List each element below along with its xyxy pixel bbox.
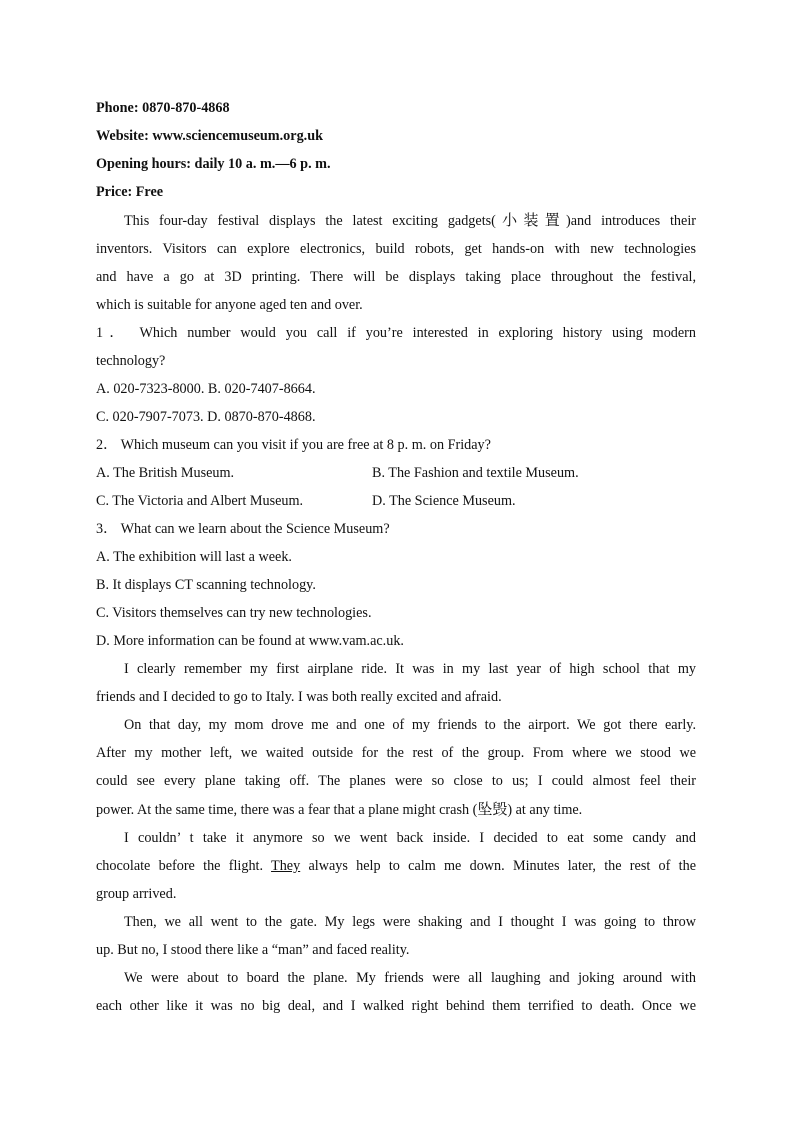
question-2-stem: 2． Which museum can you visit if you are free at 8 p. m. on Friday? (96, 437, 491, 453)
question-3-stem: 3． What can we learn about the Science Museum? (96, 521, 390, 537)
story-p2-line-4 (96, 795, 696, 824)
question-3-option-a: A. The exhibition will last a week. (96, 549, 292, 565)
story-p3-line-3: group arrived. (96, 886, 177, 902)
story-p2-line-3: could see every plane taking off. The planes were so close to us; I could almost feel their (96, 773, 696, 789)
opening-hours-line: Opening hours: daily 10 a. m.—6 p. m. (96, 156, 331, 172)
story-p3-line-2-a: chocolate before the flight. (96, 858, 272, 874)
story-p1-line-1: I clearly remember my first airplane ride. It was in my last year of high school that my (124, 661, 696, 677)
festival-paragraph-line-4: which is suitable for anyone aged ten and over. (96, 297, 363, 313)
question-1-options-cd: C. 020-7907-7073. D. 0870-870-4868. (96, 409, 316, 425)
story-p2-line-1: On that day, my mom drove me and one of my friends to the airport. We got there early. (124, 717, 696, 733)
story-p4-line-1: Then, we all went to the gate. My legs were shaking and I thought I was going to throw (124, 914, 696, 930)
crash-gloss: 坠毁 (477, 800, 508, 818)
question-1-stem-cont: technology? (96, 353, 166, 369)
question-2-option-a: A. The British Museum. (96, 465, 235, 481)
question-2-option-c: C. The Victoria and Albert Museum. (96, 493, 304, 509)
question-2-options-row-1 (96, 459, 696, 487)
story-p5-line-2: each other like it was no big deal, and I walked right behind them terrified to death. Once we (96, 998, 696, 1014)
festival-paragraph-line-3: and have a go at 3D printing. There will be displays taking place throughout the festival, (96, 269, 696, 285)
question-3-option-b: B. It displays CT scanning technology. (96, 577, 316, 593)
website-line: Website: www.sciencemuseum.org.uk (96, 128, 323, 144)
underlined-they: They (271, 858, 301, 874)
story-p3-line-2-b: always help to calm me down. Minutes later, the rest of the (300, 858, 696, 874)
phone-line: Phone: 0870-870-4868 (96, 100, 230, 116)
story-p2-line-4-a: power. At the same time, there was a fear that a plane might crash ( (96, 802, 478, 818)
festival-text-b: )and introduces their (566, 213, 696, 229)
story-p5-line-1: We were about to board the plane. My friends were all laughing and joking around with (124, 970, 696, 986)
question-3-option-c: C. Visitors themselves can try new technologies. (96, 605, 372, 621)
story-p3-line-2 (96, 852, 696, 880)
story-p3-line-1: I couldn’ t take it anymore so we went back inside. I decided to eat some candy and (124, 830, 696, 846)
story-p2-line-2: After my mother left, we waited outside for the rest of the group. From where we stood we (96, 745, 696, 761)
story-p1-line-2: friends and I decided to go to Italy. I was both really excited and afraid. (96, 689, 502, 705)
question-3-option-d: D. More information can be found at www.vam.ac.uk. (96, 633, 404, 649)
question-2-option-b: B. The Fashion and textile Museum. (372, 465, 579, 481)
question-2-options-row-2 (96, 487, 696, 515)
story-p4-line-2: up. But no, I stood there like a “man” and faced reality. (96, 942, 410, 958)
question-1-stem: 1． Which number would you call if you’re interested in exploring history using modern (96, 325, 696, 341)
festival-text-a: This four-day festival displays the latest exciting gadgets( (124, 213, 496, 229)
story-p2-line-4-b: ) at any time. (507, 802, 583, 818)
festival-paragraph-line-1 (96, 206, 696, 235)
festival-paragraph-line-2: inventors. Visitors can explore electronics, build robots, get hands-on with new technologies (96, 241, 696, 257)
gadgets-gloss: 小装置 (495, 211, 567, 229)
price-line: Price: Free (96, 184, 164, 200)
document-page (96, 94, 696, 1020)
question-2-option-d: D. The Science Museum. (372, 493, 516, 509)
question-1-options-ab: A. 020-7323-8000. B. 020-7407-8664. (96, 381, 316, 397)
